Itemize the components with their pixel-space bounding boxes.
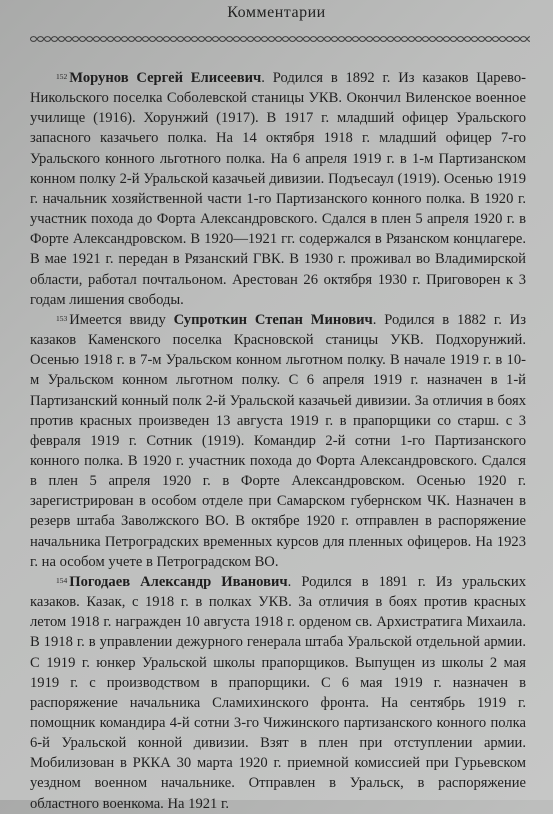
person-name: Супроткин Степан Минович <box>173 311 373 328</box>
ornament-divider <box>30 34 530 44</box>
footnote-number: 153 <box>56 313 68 323</box>
footnote-number: 152 <box>56 72 68 81</box>
commentary-text <box>30 68 526 814</box>
commentary-entry <box>30 310 526 572</box>
entry-text: . Родился в 1892 г. Из казаков Царево-Никольского поселка Соболевской станицы УКВ. Окончил Виленское военное училище (1916). Хорунжий (1917). В 1917 г. младший офицер Уральского запасного казачьего полка. На 14 октября 1918 г. младший офицер 7-го Уральского конного льготного полка. На 6 апреля 1919 г. в 1-м Партизанском конном полку 2-й Уральской казачьей дивизии. Подъесаул (1919). Осенью 1919 г. начальник хозяйственной части 1-го Партизанского конного полка. В 1920 г. участник похода до Форта Александровского. Сдался в плен 5 апреля 1920 г. в Форте Александровском. В 1920—1921 гг. содержался в Рязанском концлагере. В мае 1921 г. передан в Рязанский ГВК. В 1930 г. проживал во Владимирской области, работал почтальоном. Арестован 26 октября 1930 г. Приговорен к 3 годам лишения свободы. <box>30 70 526 308</box>
person-name: Погодаев Александр Иванович <box>69 573 288 590</box>
entry-text: . Родился в 1882 г. Из казаков Каменского поселка Красновской станицы УКВ. Подхорунжий. Осенью 1918 г. в 7-м Уральском конном льготном полку. В начале 1919 г. в 10-м Уральском конном льготном полку. С 6 апреля 1919 г. назначен в 1-й Партизанский конный полк 2-й Уральской казачьей дивизии. За отличия в боях против красных произведен 13 августа 1919 г. в прапорщики со старш. с 3 февраля 1919 г. Сотник (1919). Командир 2-й сотни 1-го Партизанского конного полка. В 1920 г. участник похода до Форта Александровского. Сдался в плен 5 апреля 1920 г. в Форте Александровском. Осенью 1920 г. зарегистрирован в особом отделе при Самарском губернском ЧК. Назначен в резерв штаба Заволжского ВО. В октябре 1920 г. отправлен в распоряжение начальника Петроградских временных курсов для пленных офицеров. На 1923 г. на особом учете в Петроградском ВО. <box>30 311 526 570</box>
person-name: Морунов Сергей Елисеевич <box>69 70 262 86</box>
commentary-entry <box>30 68 526 310</box>
entry-text: . Родился в 1891 г. Из уральских казаков. Казак, с 1918 г. в полках УКВ. За отличия в боях против красных летом 1918 г. награжден 10 августа 1918 г. орденом св. Архистратига Михаила. В 1918 г. в управлении дежурного генерала штаба Уральской отдельной армии. С 1919 г. юнкер Уральской школы прапорщиков. Выпущен из школы 2 мая 1919 г. с производством в прапорщики. С 6 мая 1919 г. назначен в распоряжение начальника Сламихинского фронта. На сентябрь 1919 г. помощник командира 4-й сотни 3-го Чижинского партизанского конного полка 6-й Уральской конной дивизии. Взят в плен при отступлении армии. Мобилизован в РККА 30 марта 1920 г. приемной комиссией при Гурьевском уездном военном начальнике. Отправлен в Уральск, в распоряжение областного военкома. На 1921 г. <box>30 573 526 812</box>
page-header: Комментарии <box>227 4 326 21</box>
entry-prefix: Имеется ввиду <box>69 311 174 328</box>
commentary-entry <box>30 572 526 814</box>
footnote-number: 154 <box>56 575 68 585</box>
